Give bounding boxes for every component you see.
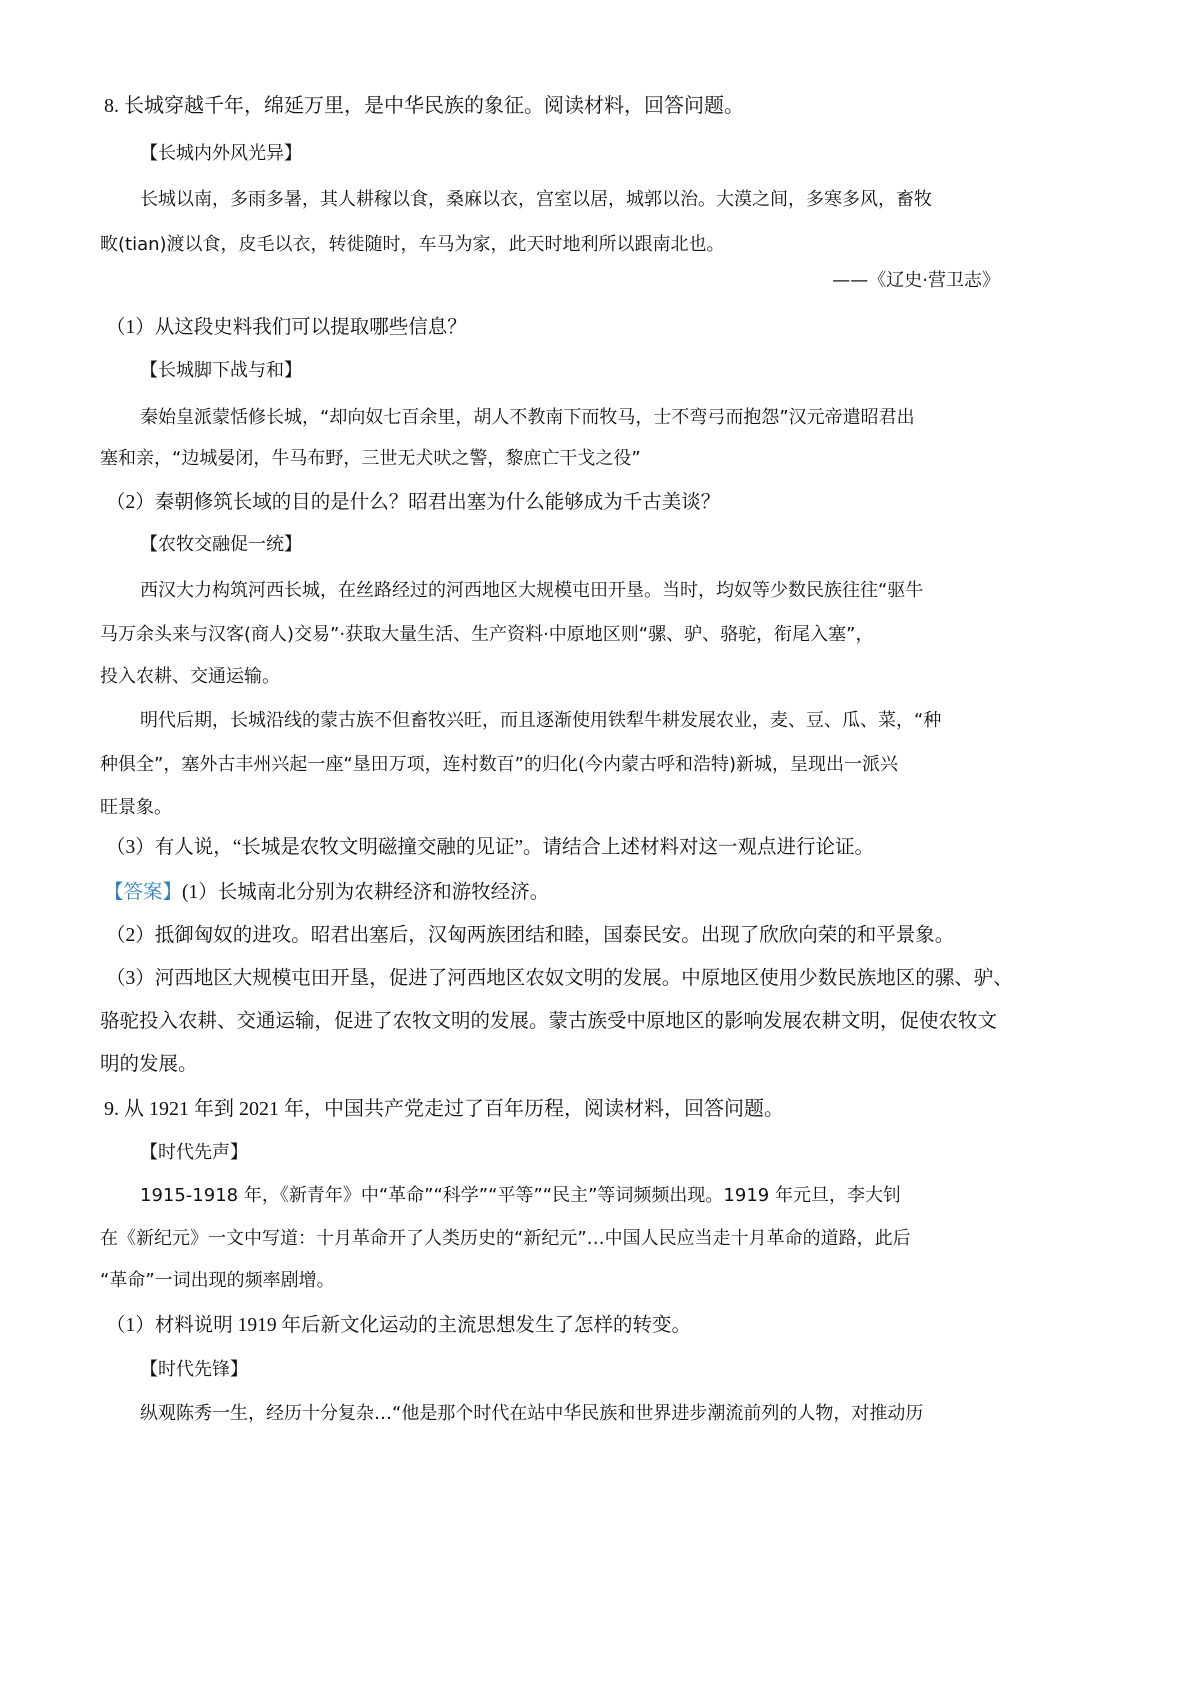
material-text: 秦始皇派蒙恬修长城，“却向奴七百余里，胡人不教南下而牧马，士不弯弓而抱怨”汉元帝遣昭君出 bbox=[140, 407, 915, 428]
sub-question: （3）有人说，“长城是农牧文明磁撞交融的见证”。请结合上述材料对这一观点进行论证。 bbox=[106, 837, 875, 858]
material-text: 在《新纪元》一文中写道：十月革命开了人类历史的“新纪元”…中国人民应当走十月革命的道路，此后 bbox=[100, 1228, 911, 1249]
section-heading: 【时代先声】 bbox=[140, 1142, 248, 1163]
material-text: 塞和亲，“边城晏闭，牛马布野，三世无犬吠之警，黎庶亡干戈之役” bbox=[100, 448, 641, 469]
answer-line: 骆驼投入农耕、交通运输，促进了农牧文明的发展。蒙古族受中原地区的影响发展农耕文明，促使农牧文 bbox=[100, 1011, 998, 1032]
material-text: 西汉大力构筑河西长城，在丝路经过的河西地区大规模屯田开垦。当时，均奴等少数民族往往“驱牛 bbox=[140, 580, 924, 601]
answer-tag: 【答案】 bbox=[104, 882, 183, 903]
material-text: 纵观陈秀一生，经历十分复杂…“他是那个时代在站中华民族和世界进步潮流前列的人物，对推动历 bbox=[140, 1403, 924, 1424]
sub-question: （1）从这段史料我们可以提取哪些信息？ bbox=[106, 317, 467, 338]
answer-block bbox=[104, 880, 549, 906]
answer-line: （3）河西地区大规模屯田开垦，促进了河西地区农奴文明的发展。中原地区使用少数民族地区的骡、驴、 bbox=[106, 968, 1013, 989]
question-8-title: 8. 长城穿越千年，绵延万里，是中华民族的象征。阅读材料，回答问题。 bbox=[104, 95, 744, 117]
section-heading: 【长城内外风光异】 bbox=[140, 143, 302, 164]
material-text: 长城以南，多雨多暑，其人耕稼以食，桑麻以衣，宫室以居，城郭以治。大漠之间，多寒多风，畜牧 bbox=[140, 189, 932, 210]
section-heading: 【长城脚下战与和】 bbox=[140, 360, 302, 381]
material-text: 明代后期，长城沿线的蒙古族不但畜牧兴旺，而且逐渐使用铁犁牛耕发展农业，麦、豆、瓜、菜，“种 bbox=[140, 710, 942, 731]
section-heading: 【时代先锋】 bbox=[140, 1359, 248, 1380]
source-citation: ——《辽史·营卫志》 bbox=[832, 270, 1000, 291]
material-text: “革命”一词出现的频率剧增。 bbox=[100, 1270, 335, 1291]
answer-line: （2）抵御匈奴的进攻。昭君出塞后，汉匈两族团结和睦，国泰民安。出现了欣欣向荣的和平景象。 bbox=[106, 925, 955, 946]
answer-line: 明的发展。 bbox=[100, 1054, 198, 1075]
answer-line: (1）长城南北分别为农耕经济和游牧经济。 bbox=[182, 882, 550, 903]
material-text: 投入农耕、交通运输。 bbox=[100, 666, 280, 687]
sub-question: （1）材料说明 1919 年后新文化运动的主流思想发生了怎样的转变。 bbox=[106, 1315, 692, 1336]
section-heading: 【农牧交融促一统】 bbox=[140, 534, 302, 555]
sub-question: （2）秦朝修筑长域的目的是什么？昭君出塞为什么能够成为千古美谈？ bbox=[106, 492, 721, 513]
question-9-title: 9. 从 1921 年到 2021 年，中国共产党走过了百年历程，阅读材料，回答问题。 bbox=[104, 1098, 784, 1120]
material-text: 1915-1918 年，《新青年》中“革命”“科学”“平等”“民主”等词频频出现。1919 年元旦，李大钊 bbox=[140, 1185, 901, 1206]
material-text: 马万余头来与汉客(商人)交易”·获取大量生活、生产资料·中原地区则“骡、驴、骆驼，衔尾入塞”， bbox=[100, 624, 874, 645]
material-text: 种俱全”，塞外古丰州兴起一座“垦田万项，连村数百”的归化(今内蒙古呼和浩特)新城，呈现出一派兴 bbox=[100, 754, 899, 775]
material-text: 旺景象。 bbox=[100, 797, 172, 818]
material-text: 畋(tian)渡以食，皮毛以衣，转徙随时，车马为家，此天时地利所以跟南北也。 bbox=[100, 234, 725, 255]
